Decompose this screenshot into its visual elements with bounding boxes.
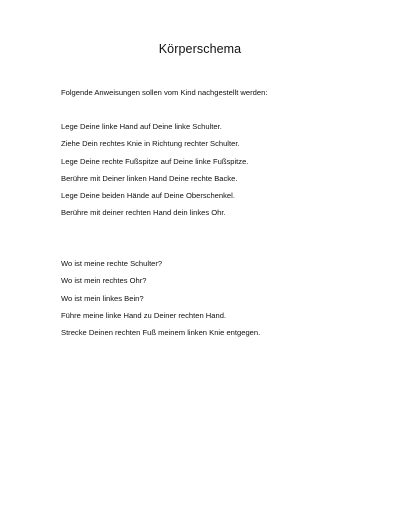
list-item: Lege Deine rechte Fußspitze auf Deine linke Fußspitze. (61, 156, 249, 166)
intro-text: Folgende Anweisungen sollen vom Kind nachgestellt werden: (61, 88, 268, 97)
list-item: Führe meine linke Hand zu Deiner rechten Hand. (61, 310, 227, 320)
list-item: Berühre mit Deiner linken Hand Deine rechte Backe. (61, 173, 238, 183)
list-item: Wo ist mein rechtes Ohr? (61, 276, 147, 286)
list-item: Lege Deine linke Hand auf Deine linke Schulter. (61, 122, 222, 131)
instruction-list-2 (61, 255, 260, 341)
list-item: Wo ist meine rechte Schulter? (61, 259, 163, 268)
page-title: Körperschema (158, 42, 242, 56)
list-item: Ziehe Dein rechtes Knie in Richtung rechter Schulter. (61, 139, 240, 149)
list-item: Lege Deine beiden Hände auf Deine Oberschenkel. (61, 191, 235, 201)
instruction-list-1 (61, 118, 248, 222)
list-item: Strecke Deinen rechten Fuß meinem linken Knie entgegen. (61, 328, 261, 338)
list-item: Wo ist mein linkes Bein? (61, 293, 144, 303)
list-item: Berühre mit deiner rechten Hand dein linkes Ohr. (61, 208, 226, 218)
